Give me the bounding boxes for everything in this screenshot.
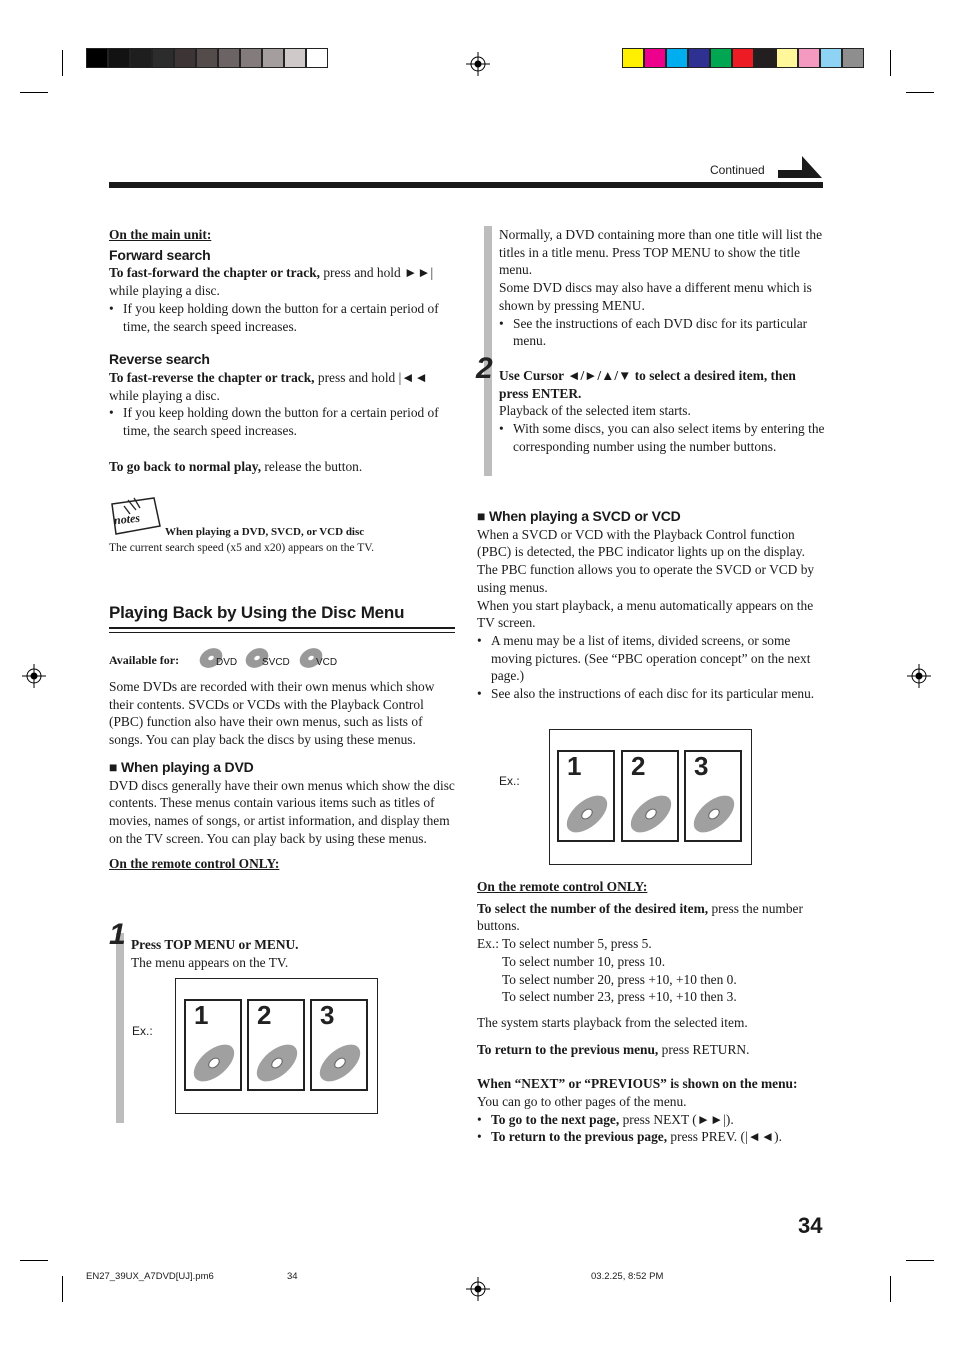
normal-play-lead: To go back to normal play, [109, 458, 262, 474]
color-swatch [820, 48, 842, 68]
prev-lead: To return to the previous page, [491, 1129, 668, 1145]
reverse-bullet: • If you keep holding down the button for a certain period of time, the search speed increases. [109, 404, 455, 439]
next-prev-text: You can go to other pages of the menu. [477, 1094, 687, 1110]
example-line: To select number 23, press +10, +10 then 3. [502, 989, 737, 1005]
svcd-bullet1: • A menu may be a list of items, divided screens, or some moving pictures. (See “PBC operation concept” on the next page.) [477, 632, 825, 685]
registration-mark-icon [466, 52, 490, 76]
color-swatch [732, 48, 754, 68]
ex-prefix: Ex.: [477, 936, 499, 952]
notes-title: When playing a DVD, SVCD, or VCD disc [165, 526, 365, 538]
svcd-text1: When a SVCD or VCD with the Playback Control function (PBC) is detected, the PBC indicator lights up on the display. The PBC function allows you to operate the SVCD or VCD by using menus. [477, 526, 815, 595]
example-line: To select number 10, press 10. [502, 953, 666, 969]
example-line: To select number 20, press +10, +10 then 0. [502, 971, 737, 987]
svcd-disc-logo: SVCD [244, 645, 270, 676]
menu-card: 2 [247, 999, 305, 1091]
disc-icon [627, 792, 675, 836]
crop-mark [906, 1260, 934, 1261]
vcd-disc-logo: VCD [298, 645, 324, 676]
color-swatch [196, 48, 218, 68]
reverse-line2: while playing a disc. [109, 387, 220, 403]
remote-only-label: On the remote control ONLY: [109, 856, 280, 872]
dvd-disc-logo: DVD [198, 645, 224, 676]
forward-search-heading: Forward search [109, 246, 211, 263]
step2-number: 2 [476, 352, 493, 385]
color-swatch [174, 48, 196, 68]
crop-mark [890, 1276, 891, 1302]
section-rule [109, 627, 455, 629]
square-bullet-icon: ■ [477, 508, 486, 524]
step1-number: 1 [109, 918, 126, 951]
crop-mark [62, 50, 63, 76]
example-line: To select number 5, press 5. [502, 936, 652, 952]
color-swatch [798, 48, 820, 68]
example-menu-screen-right [549, 729, 752, 865]
color-swatch [754, 48, 776, 68]
svcd-text2: When you start playback, a menu automatically appears on the TV screen. [477, 597, 814, 631]
menu-card: 2 [621, 750, 679, 842]
disc-icon [190, 1041, 238, 1085]
section-rule-thin [109, 632, 455, 633]
step2-instruction: Use Cursor ◄/►/▲/▼ to select a desired item, then press ENTER. [499, 368, 796, 401]
forward-lead: To fast-forward the chapter or track, [109, 265, 320, 281]
example-menu-screen [175, 978, 378, 1114]
disc-logos [198, 645, 348, 673]
footer-timestamp: 03.2.25, 8:52 PM [591, 1271, 664, 1282]
color-swatch [710, 48, 732, 68]
color-swatch [644, 48, 666, 68]
crop-mark [890, 50, 891, 76]
disc-icon [253, 1041, 301, 1085]
ex-label: Ex.: [132, 1024, 153, 1038]
menu-card: 3 [684, 750, 742, 842]
registration-mark-icon [907, 664, 931, 688]
right-column-top [499, 226, 825, 350]
intro-text: Some DVDs are recorded with their own menus which show their contents. SVCDs or VCDs with the Playback Control (PBC) function also have their own menus, such as lists of songs. You can play back the discs by using these menus. [109, 679, 435, 748]
color-swatch [666, 48, 688, 68]
crop-mark [62, 1276, 63, 1302]
color-swatch [688, 48, 710, 68]
color-swatch [842, 48, 864, 68]
step1-instruction: Press TOP MENU or MENU. [131, 937, 299, 952]
forward-bullet: • If you keep holding down the button for a certain period of time, the search speed increases. [109, 300, 455, 335]
color-swatch [108, 48, 130, 68]
remote-only-label-right: On the remote control ONLY: [477, 879, 648, 894]
menu-card: 3 [310, 999, 368, 1091]
menu-card: 1 [184, 999, 242, 1091]
menu-card: 1 [557, 750, 615, 842]
svcd-bullet2: • See also the instructions of each disc for its particular menu. [477, 685, 825, 703]
color-swatch [262, 48, 284, 68]
crop-mark [20, 1260, 48, 1261]
prev-rest: press PREV. (|◄◄). [667, 1129, 782, 1145]
footer-file: EN27_39UX_A7DVD[UJ].pm6 [86, 1271, 214, 1282]
forward-rest: press and hold ►►| [320, 265, 434, 281]
continued-label: Continued [710, 163, 765, 177]
notes-label: notes [113, 510, 141, 528]
color-swatch [218, 48, 240, 68]
page-number: 34 [798, 1213, 823, 1238]
svcd-section [477, 508, 825, 703]
menu-text: Some DVD discs may also have a different menu which is shown by pressing MENU. [499, 280, 812, 313]
color-swatch [284, 48, 306, 68]
notes-text: The current search speed (x5 and x20) appears on the TV. [109, 542, 374, 554]
registration-mark-icon [22, 664, 46, 688]
select-lead: To select the number of the desired item, [477, 900, 709, 916]
dvd-text: DVD discs generally have their own menus which show the disc contents. These menus contain various items such as titles of movies, names of songs, or artist information, and display them on the TV screen. You can play back by using these menus. [109, 777, 455, 846]
left-column-top [109, 226, 455, 475]
registration-mark-icon [466, 1277, 490, 1301]
color-swatch [776, 48, 798, 68]
header-rule [109, 182, 823, 188]
reverse-search-heading: Reverse search [109, 351, 210, 368]
ex-label-right: Ex.: [499, 774, 520, 788]
left-column-menu [109, 678, 455, 873]
return-lead: To return to the previous menu, [477, 1041, 659, 1057]
step1-result: The menu appears on the TV. [131, 954, 289, 970]
step2-bullet: • With some discs, you can also select items by entering the corresponding number using the number buttons. [499, 420, 825, 455]
next-lead: To go to the next page, [491, 1111, 620, 1127]
right-column-remote [477, 878, 825, 1146]
available-for-label: Available for: [109, 653, 180, 667]
forward-line2: while playing a disc. [109, 283, 220, 299]
color-swatch [240, 48, 262, 68]
right-step-bar [484, 226, 492, 476]
square-bullet-icon: ■ [109, 758, 118, 775]
color-swatch [622, 48, 644, 68]
reverse-lead: To fast-reverse the chapter or track, [109, 369, 315, 385]
main-unit-label: On the main unit: [109, 227, 212, 242]
section-heading: Playing Back by Using the Disc Menu [109, 603, 405, 622]
color-swatch [306, 48, 328, 68]
disc-icon [563, 792, 611, 836]
disc-icon [690, 792, 738, 836]
title-menu-text: Normally, a DVD containing more than one title will list the titles in a title menu. Press TOP MENU to show the title menu. [499, 227, 823, 278]
continued-arrow-icon [776, 156, 822, 180]
starts-text: The system starts playback from the selected item. [477, 1014, 748, 1030]
return-rest: press RETURN. [658, 1041, 750, 1057]
next-prev-title: When “NEXT” or “PREVIOUS” is shown on the menu: [477, 1076, 798, 1092]
normal-play-rest: release the button. [261, 458, 363, 474]
step1-bar [116, 933, 124, 1123]
next-rest: press NEXT (►►|). [619, 1111, 734, 1127]
dvd-heading: When playing a DVD [120, 758, 254, 775]
color-swatch [86, 48, 108, 68]
crop-mark [906, 92, 934, 93]
color-swatch [152, 48, 174, 68]
color-swatch [130, 48, 152, 68]
footer-page: 34 [287, 1271, 298, 1282]
select-rest: press the number buttons. [477, 900, 803, 934]
svcd-heading: When playing a SVCD or VCD [488, 508, 681, 524]
dvd-menu-bullet: • See the instructions of each DVD disc for its particular menu. [499, 315, 825, 350]
disc-icon [316, 1041, 364, 1085]
crop-mark [20, 92, 48, 93]
reverse-rest: press and hold |◄◄ [314, 369, 428, 385]
step2-result: Playback of the selected item starts. [499, 403, 691, 419]
